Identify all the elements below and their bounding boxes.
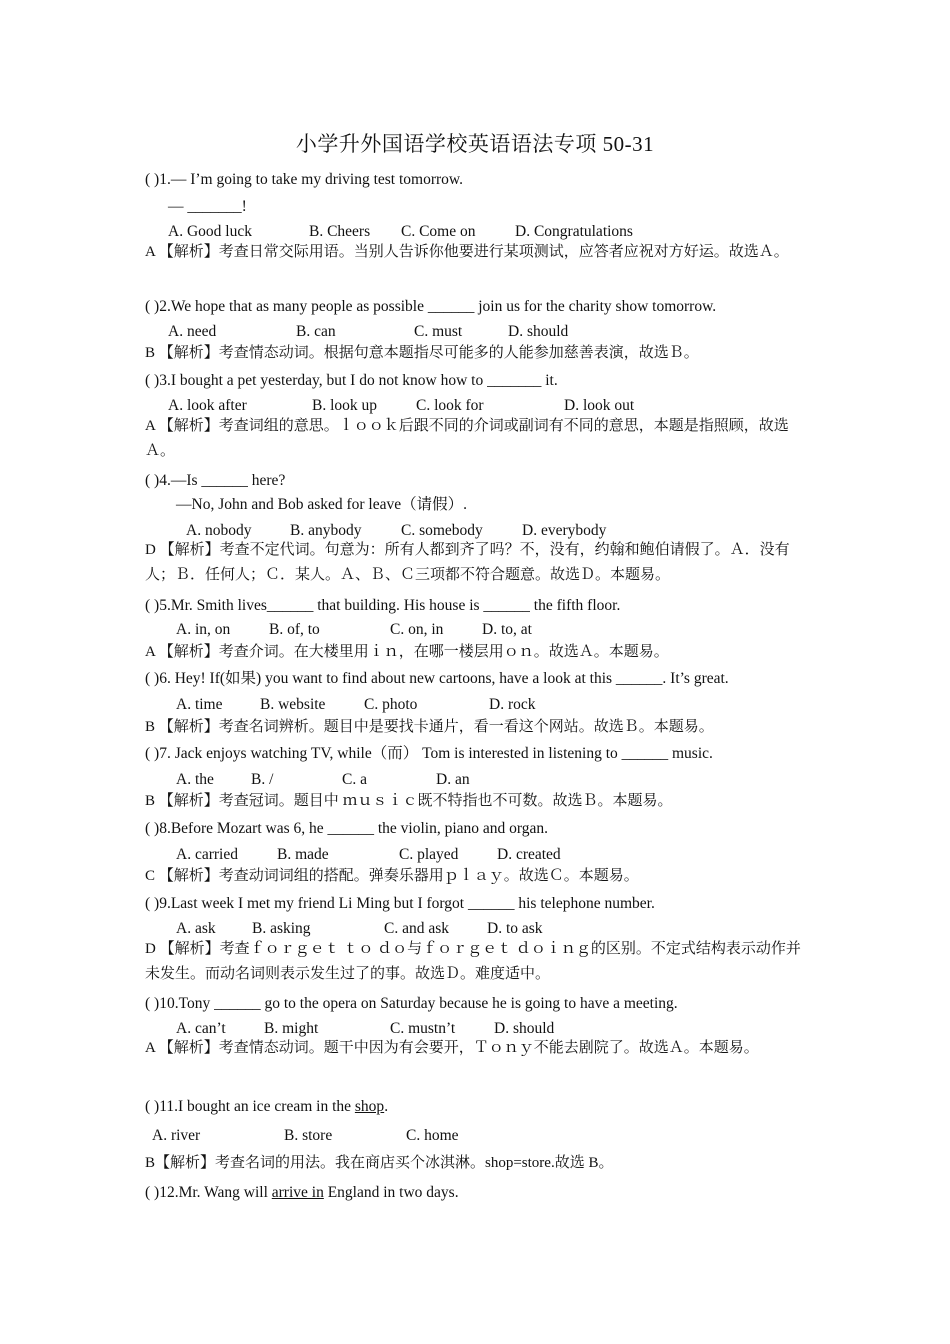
question-6-option-c: C. photo (364, 696, 418, 713)
question-3-option-d: D. look out (564, 397, 635, 414)
question-5-option-b: B. of, to (269, 621, 320, 638)
question-9-option-c: C. and ask (384, 920, 450, 937)
question-4-stem: ( )4.—Is ______ here? (145, 472, 286, 489)
question-1-option-b: B. Cheers (309, 223, 371, 240)
question-2-option-b: B. can (296, 323, 336, 340)
question-12-underlined-phrase: arrive in (271, 1184, 324, 1201)
question-1-option-a: A. Good luck (168, 223, 252, 240)
question-4-answer: D 【解析】考查不定代词。句意为：所有人都到齐了吗？不，没有，约翰和鲍伯请假了。Ａ．没有人；Ｂ．任何人；Ｃ．某人。Ａ、Ｂ、Ｃ三项都不符合题意。故选Ｄ。本题易。 (145, 542, 790, 583)
question-11-stem-end: . (384, 1098, 389, 1115)
question-11-option-a: A. river (152, 1127, 201, 1144)
question-7-option-b: B. / (251, 771, 274, 788)
question-11-underlined-word: shop (354, 1098, 385, 1115)
question-8-answer: C 【解析】考查动词词组的搭配。弹奏乐器用ｐｌａｙ。故选Ｃ。本题易。 (145, 868, 639, 884)
question-7-option-a: A. the (176, 771, 214, 788)
question-7-option-c: C. a (342, 771, 367, 788)
question-11-stem (145, 1097, 388, 1117)
question-6-option-b: B. website (260, 696, 326, 713)
question-7-answer: B 【解析】考查冠词。题目中 ｍｕｓｉｃ既不特指也不可数。故选Ｂ。本题易。 (145, 793, 673, 809)
question-5-stem: ( )5.Mr. Smith lives______ that building. His house is ______ the fifth floor. (145, 597, 621, 614)
question-1-answer: A 【解析】考查日常交际用语。当别人告诉你他要进行某项测试，应答者应祝对方好运。故选Ａ。 (145, 244, 789, 260)
question-4-option-b: B. anybody (290, 522, 362, 539)
question-6-answer: B 【解析】考查名词辨析。题目中是要找卡通片，看一看这个网站。故选Ｂ。本题易。 (145, 719, 714, 735)
question-8-option-b: B. made (277, 846, 329, 863)
question-1-stem-reply: — _______! (168, 198, 247, 215)
question-6-stem: ( )6. Hey! If(如果) you want to find about new cartoons, have a look at this ______. It’s great. (145, 670, 729, 687)
question-12-stem-text: ( )12.Mr. Wang will (145, 1184, 272, 1201)
question-5-answer: A 【解析】考查介词。在大楼里用ｉｎ，在哪一楼层用ｏｎ。故选Ａ。本题易。 (145, 644, 669, 660)
question-6-option-d: D. rock (489, 696, 536, 713)
question-11-stem-text: ( )11.I bought an ice cream in the (145, 1098, 355, 1115)
question-4-option-d: D. everybody (522, 522, 607, 539)
question-3-option-c: C. look for (416, 397, 484, 414)
question-2-option-c: C. must (414, 323, 463, 340)
question-11-option-c: C. home (406, 1127, 459, 1144)
question-2-option-d: D. should (508, 323, 569, 340)
question-10-option-b: B. might (264, 1020, 319, 1037)
question-8-option-d: D. created (497, 846, 561, 863)
question-9-option-a: A. ask (176, 920, 216, 937)
question-4-option-a: A. nobody (186, 522, 252, 539)
question-10-option-a: A. can’t (176, 1020, 226, 1037)
question-7-stem: ( )7. Jack enjoys watching TV, while（而） Tom is interested in listening to ______ music. (145, 745, 713, 762)
question-12-stem-end: England in two days. (323, 1184, 459, 1201)
question-12-stem (145, 1183, 459, 1203)
question-7-option-d: D. an (436, 771, 470, 788)
question-5-option-a: A. in, on (176, 621, 231, 638)
question-8-stem: ( )8.Before Mozart was 6, he ______ the violin, piano and organ. (145, 820, 549, 837)
question-9-stem: ( )9.Last week I met my friend Li Ming but I forgot ______ his telephone number. (145, 895, 655, 912)
question-8-option-c: C. played (399, 846, 459, 863)
question-1-stem: ( )1.— I’m going to take my driving test tomorrow. (145, 171, 463, 188)
question-4-option-c: C. somebody (401, 522, 483, 539)
question-5-option-d: D. to, at (482, 621, 532, 638)
question-5-option-c: C. on, in (390, 621, 444, 638)
question-3-option-b: B. look up (312, 397, 378, 414)
question-11-answer: B【解析】考查名词的用法。我在商店买个冰淇淋。shop=store.故选 B。 (145, 1155, 614, 1171)
page-title: 小学升外国语学校英语语法专项 50-31 (295, 132, 655, 156)
question-10-option-d: D. should (494, 1020, 555, 1037)
question-9-option-b: B. asking (252, 920, 311, 937)
question-6-option-a: A. time (176, 696, 223, 713)
question-11-option-b: B. store (284, 1127, 333, 1144)
question-9-option-d: D. to ask (487, 920, 543, 937)
question-2-stem: ( )2.We hope that as many people as possible ______ join us for the charity show tomorrow. (145, 298, 717, 315)
question-2-answer: B 【解析】考查情态动词。根据句意本题指尽可能多的人能参加慈善表演，故选Ｂ。 (145, 345, 699, 361)
question-1-option-d: D. Congratulations (515, 223, 633, 240)
question-3-answer: A 【解析】考查词组的意思。ｌｏｏｋ后跟不同的介词或副词有不同的意思，本题是指照顾，故选Ａ。 (145, 418, 789, 459)
question-10-option-c: C. mustn’t (390, 1020, 456, 1037)
question-8-option-a: A. carried (176, 846, 238, 863)
question-9-answer: D 【解析】考查ｆｏｒｇｅｔ ｔｏ ｄｏ与ｆｏｒｇｅｔ ｄｏｉｎｇ的区别。不定式结构表示动作并未发生。而动名词则表示发生过了的事。故选Ｄ。难度适中。 (145, 941, 801, 982)
question-4-stem-reply: —No, John and Bob asked for leave（请假）. (176, 496, 468, 513)
question-1-option-c: C. Come on (401, 223, 476, 240)
question-3-stem: ( )3.I bought a pet yesterday, but I do not know how to _______ it. (145, 372, 558, 389)
question-10-stem: ( )10.Tony ______ go to the opera on Saturday because he is going to have a meeting. (145, 995, 678, 1012)
question-10-answer: A 【解析】考查情态动词。题干中因为有会要开，Ｔｏｎｙ不能去剧院了。故选Ａ。本题易。 (145, 1040, 759, 1056)
question-3-option-a: A. look after (168, 397, 247, 414)
question-2-option-a: A. need (168, 323, 217, 340)
